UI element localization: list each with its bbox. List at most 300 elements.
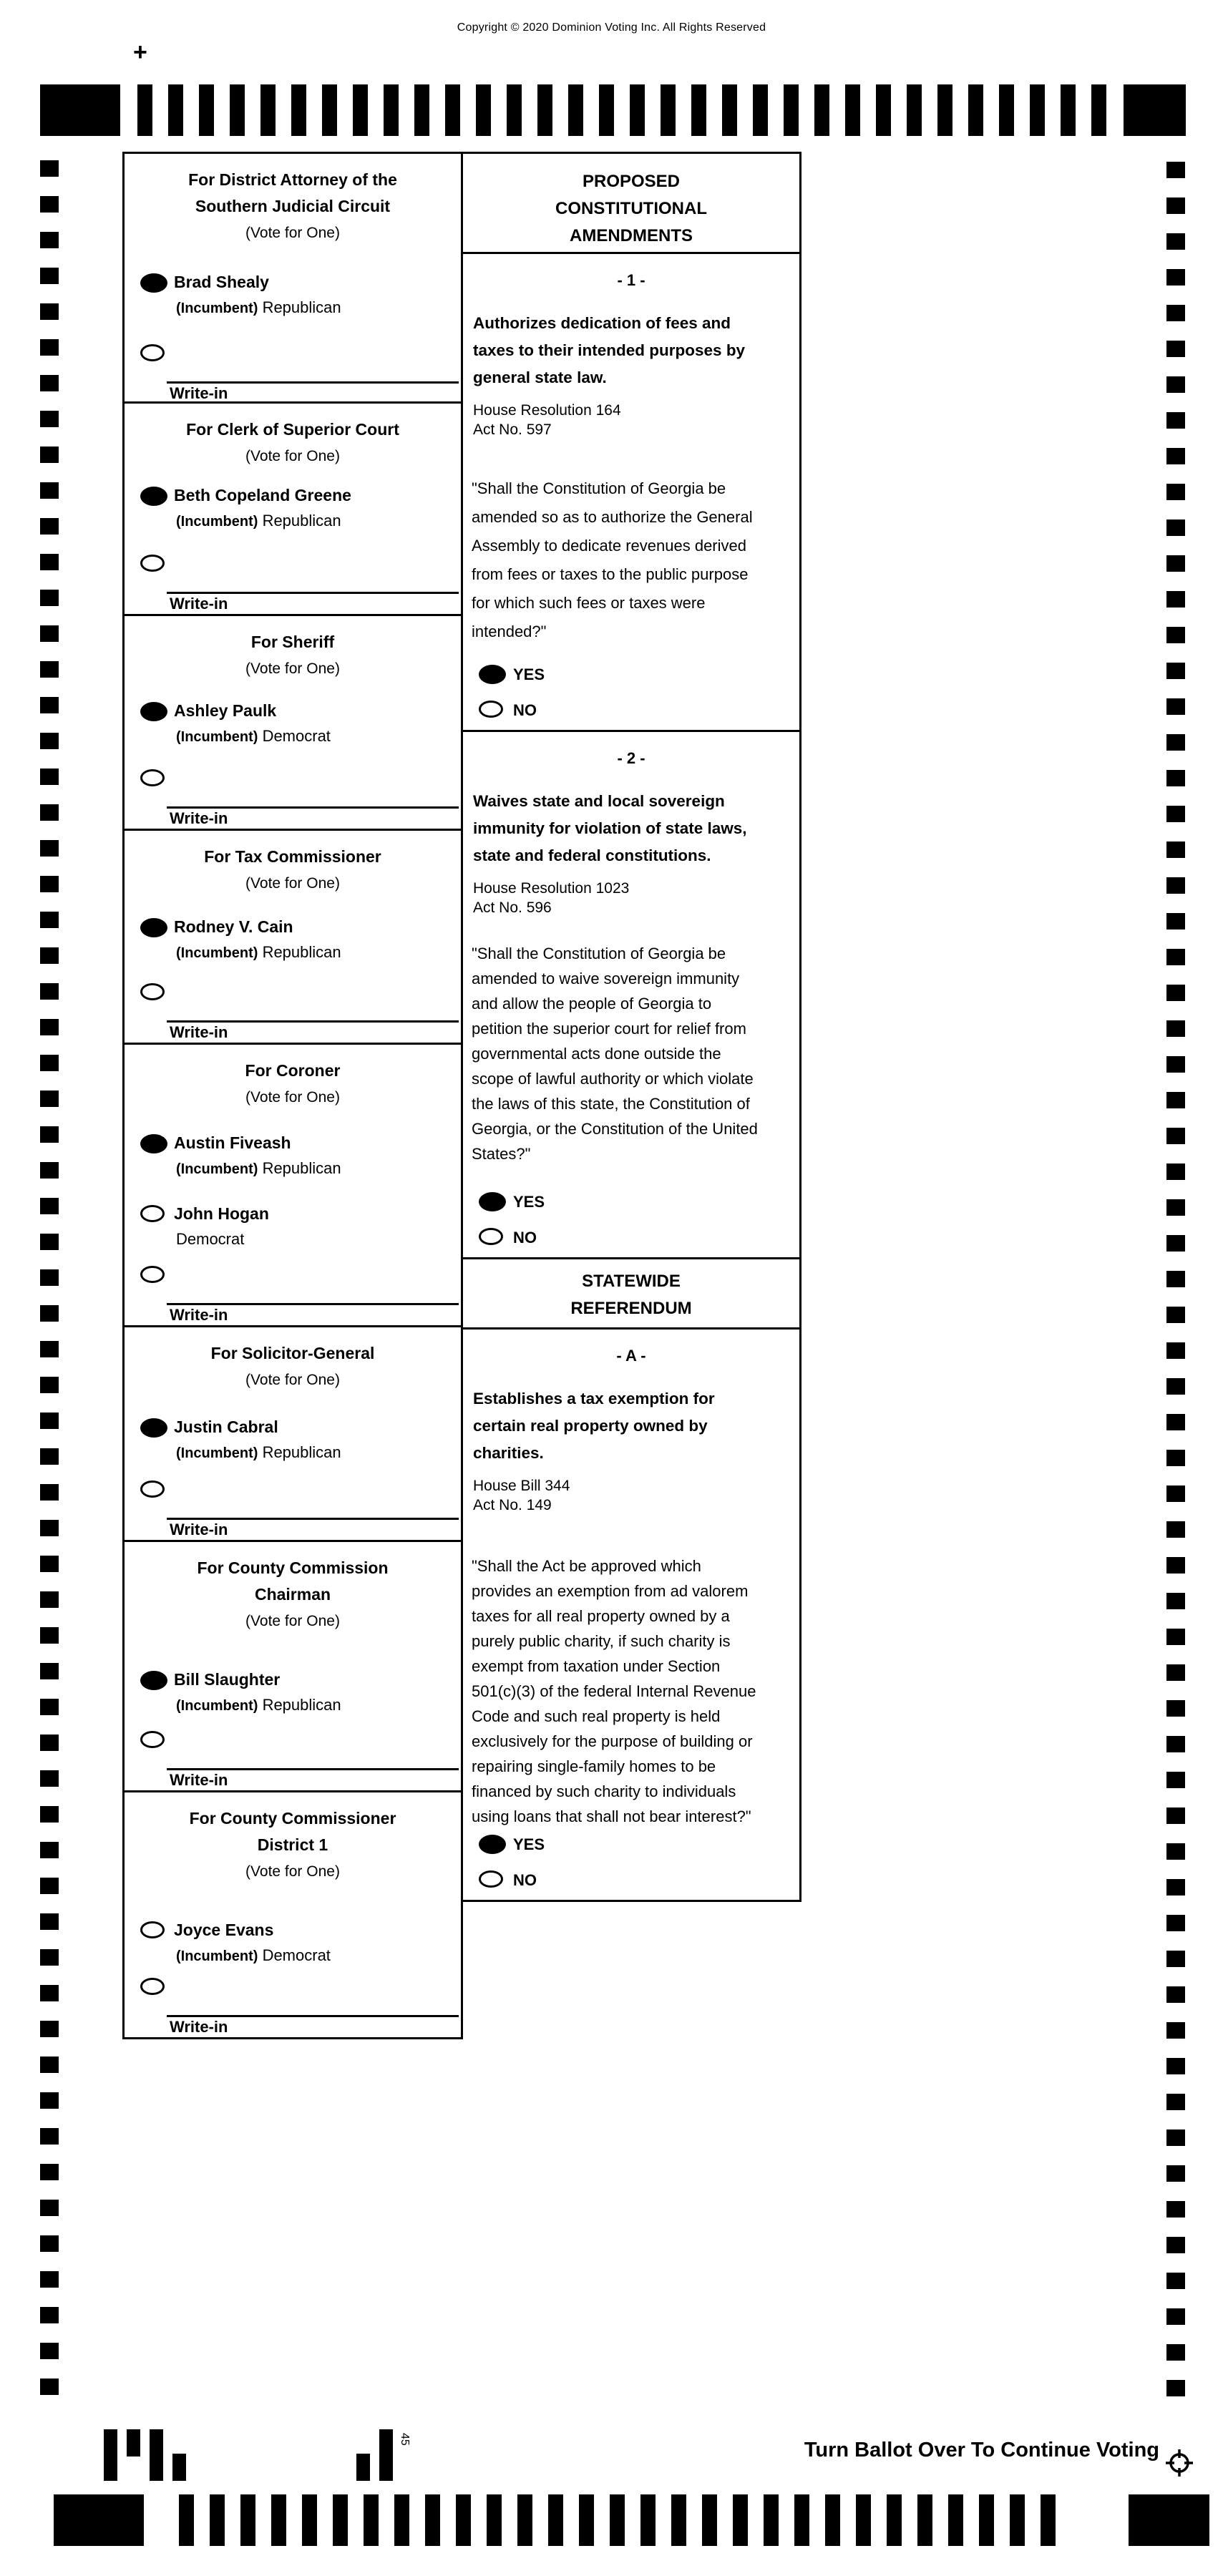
candidate-oval-filled[interactable]: [140, 273, 167, 293]
candidate-party: Democrat: [176, 1230, 245, 1248]
candidate-party: Democrat: [262, 1946, 331, 1964]
timing-mark: [1166, 2237, 1185, 2253]
vote-instruction: (Vote for One): [245, 225, 340, 241]
timing-mark: [40, 2057, 59, 2073]
timing-mark: [917, 2494, 932, 2546]
timing-mark: [1010, 2494, 1025, 2546]
timing-mark: [825, 2494, 840, 2546]
timing-mark: [1166, 2201, 1185, 2218]
timing-mark: [753, 84, 768, 136]
timing-mark: [40, 160, 59, 177]
candidate-oval-filled[interactable]: [140, 1671, 167, 1690]
measure-options: [479, 1192, 545, 1247]
timing-mark: [1166, 1020, 1185, 1037]
measure-summary: Waives state and local sovereign immunity for violation of state laws, state and federal constitutions.: [473, 792, 747, 864]
write-in-label: Write-in: [170, 1023, 228, 1041]
write-in-oval[interactable]: [140, 1731, 165, 1748]
timing-mark: [1166, 2094, 1185, 2110]
timing-mark: [40, 1305, 59, 1322]
timing-mark: [40, 2307, 59, 2323]
timing-mark: [40, 447, 59, 463]
candidate-name: John Hogan: [174, 1204, 269, 1223]
timing-mark: [1166, 663, 1185, 679]
measure-reference: Act No. 597: [473, 421, 552, 438]
contest-title: For Sheriff: [250, 633, 335, 651]
option-label: NO: [513, 1871, 537, 1889]
contest-title: For County Commissioner District 1: [189, 1809, 396, 1854]
timing-mark: [937, 84, 952, 136]
measure-box: [463, 732, 801, 1259]
timing-mark: [40, 2021, 59, 2037]
timing-mark: [1030, 84, 1045, 136]
candidate-party: Republican: [262, 943, 341, 961]
timing-mark: [40, 769, 59, 785]
section-header: STATEWIDE REFERENDUM: [463, 1259, 801, 1330]
incumbent-label: (Incumbent): [176, 1161, 258, 1177]
timing-mark: [1166, 1521, 1185, 1538]
measure-question: "Shall the Constitution of Georgia be amended to waive sovereign immunity and allow the people of Georgia to petition the superior court for relief from governmental acts done outside the scope of lawful authority or which violate the laws of this state, the Constitution of Georgia, or the Constitution of the United States?": [472, 945, 758, 1163]
timing-mark: [1166, 412, 1185, 429]
candidate-row: [125, 1669, 461, 1715]
timing-mark: [999, 84, 1014, 136]
timing-mark: [40, 2235, 59, 2252]
timing-mark: [630, 84, 645, 136]
candidate-row: [125, 1204, 461, 1249]
incumbent-label: (Incumbent): [176, 1445, 258, 1461]
timing-mark: [1166, 734, 1185, 751]
barcode-bar: [379, 2429, 393, 2481]
timing-mark: [40, 2379, 59, 2395]
timing-mark: [1166, 1128, 1185, 1144]
candidate-party: Republican: [262, 512, 341, 530]
timing-mark: [691, 84, 706, 136]
timing-mark: [1166, 341, 1185, 357]
timing-mark: [40, 983, 59, 1000]
write-in-oval[interactable]: [140, 983, 165, 1000]
timing-mark: [40, 339, 59, 356]
candidate-name: Brad Shealy: [174, 273, 269, 291]
option-oval-filled[interactable]: [479, 1192, 506, 1211]
measure-references: [473, 1476, 570, 1515]
timing-mark: [40, 303, 59, 320]
timing-mark: [40, 232, 59, 248]
candidate-row: [125, 1133, 461, 1179]
registration-target-icon: [1163, 2446, 1196, 2479]
timing-mark: [291, 84, 306, 136]
timing-mark: [445, 84, 460, 136]
timing-mark: [40, 1591, 59, 1608]
candidate-party-line: [176, 1443, 461, 1463]
timing-mark: [271, 2494, 286, 2546]
timing-mark: [179, 2494, 194, 2546]
incumbent-label: (Incumbent): [176, 514, 258, 530]
timing-mark: [40, 411, 59, 427]
timing-mark: [1166, 1736, 1185, 1752]
timing-mark: [40, 804, 59, 821]
timing-mark: [1166, 806, 1185, 822]
timing-mark: [1166, 233, 1185, 250]
option-oval-filled[interactable]: [479, 1835, 506, 1854]
timing-mark: [137, 84, 152, 136]
barcode-bar: [150, 2429, 163, 2481]
timing-mark: [40, 1842, 59, 1858]
write-in-label: Write-in: [170, 1306, 228, 1324]
timing-mark: [784, 84, 799, 136]
timing-mark: [794, 2494, 809, 2546]
barcode-bar: [127, 2429, 140, 2457]
timing-mark: [487, 2494, 502, 2546]
measure-number: - 2 -: [617, 749, 645, 767]
measure-number: - A -: [616, 1347, 646, 1365]
timing-mark: [40, 1735, 59, 1751]
timing-mark: [1166, 1951, 1185, 1967]
timing-mark: [1166, 1664, 1185, 1681]
timing-corner-block: [1124, 84, 1186, 136]
candidate-party-line: [176, 1696, 461, 1715]
timing-mark: [40, 1520, 59, 1536]
candidate-row: [125, 917, 461, 962]
timing-mark: [1166, 591, 1185, 608]
option-label: YES: [513, 1193, 545, 1211]
option-row: [479, 1228, 545, 1247]
timing-mark: [210, 2494, 225, 2546]
measure-reference: House Resolution 1023: [473, 880, 630, 897]
timing-mark: [1166, 2022, 1185, 2039]
timing-mark: [40, 1806, 59, 1823]
timing-mark: [40, 590, 59, 606]
candidate-party: Republican: [262, 1159, 341, 1177]
option-oval[interactable]: [479, 701, 503, 718]
barcode-bar: [356, 2454, 370, 2481]
timing-mark: [568, 84, 583, 136]
timing-mark: [968, 84, 983, 136]
timing-mark: [364, 2494, 379, 2546]
measure-options: [479, 1835, 545, 1890]
sheet-code: 45: [399, 2433, 411, 2446]
timing-mark: [1166, 1235, 1185, 1252]
timing-corner-block: [54, 2494, 144, 2546]
contest-box: [122, 1045, 463, 1327]
timing-mark: [1166, 1557, 1185, 1574]
timing-mark: [394, 2494, 409, 2546]
timing-mark: [1166, 1199, 1185, 1216]
timing-mark: [1166, 770, 1185, 786]
incumbent-label: (Incumbent): [176, 729, 258, 745]
vote-instruction: (Vote for One): [245, 448, 340, 464]
measure-reference: House Bill 344: [473, 1478, 570, 1494]
measure-question: "Shall the Act be approved which provides an exemption from ad valorem taxes for all real property owned by a purely public charity, if such charity is exempt from taxation under Section 501(c)(3) of the federal Internal Revenue Code and such real property is held exclusively for the purpose of building or repairing single-family homes to be financed by such charity to individuals using loans that shall not bear interest?": [472, 1557, 756, 1825]
timing-mark: [353, 84, 368, 136]
timing-mark: [40, 1770, 59, 1787]
timing-mark: [1091, 84, 1106, 136]
candidate-party-line: [176, 1159, 461, 1179]
candidate-oval-filled[interactable]: [140, 918, 167, 937]
timing-mark: [40, 661, 59, 678]
candidate-name: Ashley Paulk: [174, 701, 277, 720]
timing-mark: [1166, 2344, 1185, 2361]
option-label: YES: [513, 665, 545, 683]
timing-mark: [610, 2494, 625, 2546]
timing-mark: [40, 1198, 59, 1214]
timing-mark: [764, 2494, 779, 2546]
measure-options: [479, 665, 545, 720]
candidate-party-line: [176, 943, 461, 962]
timing-mark: [1166, 1807, 1185, 1824]
timing-mark: [1166, 1271, 1185, 1287]
timing-mark: [40, 1126, 59, 1143]
measure-references: [473, 401, 621, 439]
option-row: [479, 1192, 545, 1211]
timing-mark: [40, 1019, 59, 1035]
timing-mark: [1166, 1593, 1185, 1609]
timing-mark: [507, 84, 522, 136]
timing-mark: [1166, 376, 1185, 393]
vote-instruction: (Vote for One): [245, 1372, 340, 1388]
timing-mark: [302, 2494, 317, 2546]
contests-column: [122, 152, 463, 2039]
timing-mark: [40, 625, 59, 642]
timing-mark: [1166, 1342, 1185, 1359]
timing-mark: [1166, 2129, 1185, 2146]
candidate-row: [125, 1417, 461, 1463]
candidate-oval[interactable]: [140, 1921, 165, 1938]
timing-mark: [1166, 197, 1185, 214]
timing-mark: [322, 84, 337, 136]
measure-number: - 1 -: [617, 271, 645, 289]
incumbent-label: (Incumbent): [176, 945, 258, 961]
option-label: NO: [513, 1229, 537, 1246]
timing-mark: [733, 2494, 748, 2546]
timing-mark: [40, 554, 59, 570]
option-oval-filled[interactable]: [479, 665, 506, 684]
measure-reference: House Resolution 164: [473, 402, 621, 419]
timing-mark: [979, 2494, 994, 2546]
contest-title: For Coroner: [245, 1061, 341, 1080]
timing-mark: [40, 1699, 59, 1715]
candidate-row: [125, 485, 461, 531]
timing-mark: [1166, 1450, 1185, 1466]
candidate-party-line: [176, 1946, 461, 1966]
timing-mark: [40, 2092, 59, 2109]
timing-corner-block: [40, 84, 120, 136]
timing-mark: [40, 482, 59, 499]
write-in-label: Write-in: [170, 1521, 228, 1538]
contest-title: For County Commission Chairman: [197, 1558, 389, 1604]
timing-mark: [845, 84, 860, 136]
vote-instruction: (Vote for One): [245, 1089, 340, 1106]
measure-summary: Authorizes dedication of fees and taxes to their intended purposes by general state law.: [473, 314, 746, 386]
timing-mark: [548, 2494, 563, 2546]
option-oval[interactable]: [479, 1870, 503, 1888]
timing-mark: [948, 2494, 963, 2546]
contest-box: [122, 831, 463, 1045]
timing-mark: [671, 2494, 686, 2546]
timing-mark: [1166, 555, 1185, 572]
timing-mark: [1166, 2380, 1185, 2396]
timing-mark: [40, 1556, 59, 1572]
contest-title: For Solicitor-General: [210, 1344, 375, 1362]
timing-mark: [1166, 519, 1185, 536]
timing-mark: [476, 84, 491, 136]
option-row: [479, 701, 545, 720]
timing-mark: [40, 1878, 59, 1894]
timing-mark: [1166, 1485, 1185, 1502]
candidate-row: [125, 1920, 461, 1966]
vote-instruction: (Vote for One): [245, 660, 340, 677]
timing-mark: [40, 1913, 59, 1930]
timing-mark: [40, 2128, 59, 2145]
option-row: [479, 1870, 545, 1890]
candidate-party: Republican: [262, 298, 341, 316]
timing-mark: [1166, 1843, 1185, 1860]
timing-mark: [702, 2494, 717, 2546]
write-in-oval[interactable]: [140, 1266, 165, 1283]
measure-summary: Establishes a tax exemption for certain real property owned by charities.: [473, 1390, 715, 1462]
write-in-oval[interactable]: [140, 769, 165, 786]
measure-box: [463, 254, 801, 732]
timing-mark: [876, 84, 891, 136]
option-row: [479, 1835, 545, 1854]
timing-mark: [1166, 1307, 1185, 1323]
plus-mark-icon: +: [133, 39, 147, 66]
candidate-oval-filled[interactable]: [140, 702, 167, 721]
candidate-party: Republican: [262, 1443, 341, 1461]
write-in-oval[interactable]: [140, 555, 165, 572]
incumbent-label: (Incumbent): [176, 1698, 258, 1714]
timing-mark: [1166, 448, 1185, 464]
write-in-oval[interactable]: [140, 1978, 165, 1995]
option-oval[interactable]: [479, 1228, 503, 1245]
measure-reference: Act No. 596: [473, 899, 552, 916]
timing-mark: [1041, 2494, 1056, 2546]
turn-ballot-over-instruction: Turn Ballot Over To Continue Voting: [804, 2439, 1159, 2462]
timing-mark: [40, 375, 59, 391]
contest-box: [122, 152, 463, 404]
timing-mark: [40, 1627, 59, 1644]
timing-mark: [856, 2494, 871, 2546]
write-in-label: Write-in: [170, 595, 228, 613]
contest-title: For Clerk of Superior Court: [186, 420, 399, 439]
incumbent-label: (Incumbent): [176, 301, 258, 316]
candidate-oval-filled[interactable]: [140, 487, 167, 506]
write-in-oval[interactable]: [140, 1480, 165, 1498]
timing-mark: [1166, 627, 1185, 643]
timing-mark: [1166, 1915, 1185, 1931]
timing-mark: [40, 1413, 59, 1429]
timing-mark: [40, 1484, 59, 1501]
candidate-name: Rodney V. Cain: [174, 917, 293, 936]
timing-mark: [1166, 162, 1185, 178]
timing-mark: [40, 2271, 59, 2288]
candidate-party-line: [176, 727, 461, 746]
timing-mark: [1166, 1772, 1185, 1788]
timing-mark: [907, 84, 922, 136]
timing-mark: [1166, 1056, 1185, 1073]
timing-mark: [1166, 1879, 1185, 1896]
timing-mark: [1166, 1986, 1185, 2003]
section-header: PROPOSED CONSTITUTIONAL AMENDMENTS: [463, 152, 801, 254]
timing-mark: [230, 84, 245, 136]
measure-references: [473, 879, 629, 917]
timing-mark: [40, 1234, 59, 1250]
timing-mark: [1166, 1414, 1185, 1430]
candidate-party: Republican: [262, 1696, 341, 1714]
candidate-name: Bill Slaughter: [174, 1670, 281, 1689]
timing-mark: [40, 268, 59, 284]
timing-mark: [40, 733, 59, 749]
vote-instruction: (Vote for One): [245, 1863, 340, 1880]
timing-mark: [40, 1341, 59, 1357]
write-in-oval[interactable]: [140, 344, 165, 361]
write-in-label: Write-in: [170, 2018, 228, 2036]
timing-mark: [1061, 84, 1076, 136]
timing-mark: [1166, 2308, 1185, 2325]
timing-mark: [333, 2494, 348, 2546]
option-row: [479, 665, 545, 684]
timing-mark: [40, 2164, 59, 2180]
timing-mark: [414, 84, 429, 136]
timing-mark: [40, 2200, 59, 2216]
timing-mark: [722, 84, 737, 136]
candidate-party: Democrat: [262, 727, 331, 745]
vote-instruction: (Vote for One): [245, 1613, 340, 1629]
candidate-party-line: [176, 298, 461, 318]
candidate-oval-filled[interactable]: [140, 1134, 167, 1153]
timing-mark: [425, 2494, 440, 2546]
vote-instruction: (Vote for One): [245, 875, 340, 892]
contest-box: [122, 404, 463, 616]
timing-mark: [661, 84, 676, 136]
timing-mark: [40, 1377, 59, 1393]
timing-mark: [40, 2343, 59, 2359]
candidate-name: Justin Cabral: [174, 1418, 278, 1436]
candidate-name: Beth Copeland Greene: [174, 486, 351, 504]
timing-mark: [1166, 985, 1185, 1001]
contest-box: [122, 1542, 463, 1792]
candidate-oval[interactable]: [140, 1205, 165, 1222]
timing-mark: [1166, 2058, 1185, 2074]
timing-mark: [40, 912, 59, 928]
option-label: YES: [513, 1835, 545, 1853]
timing-mark: [1166, 1092, 1185, 1108]
write-in-label: Write-in: [170, 384, 228, 402]
incumbent-label: (Incumbent): [176, 1948, 258, 1964]
timing-mark: [814, 84, 829, 136]
candidate-name: Austin Fiveash: [174, 1133, 291, 1152]
contest-box: [122, 616, 463, 831]
timing-mark: [456, 2494, 471, 2546]
write-in-label: Write-in: [170, 809, 228, 827]
candidate-oval-filled[interactable]: [140, 1418, 167, 1438]
timing-mark: [1166, 841, 1185, 858]
measure-box: [463, 1330, 801, 1902]
timing-mark: [1166, 269, 1185, 286]
contest-box: [122, 1327, 463, 1542]
timing-mark: [40, 1091, 59, 1107]
timing-mark: [260, 84, 276, 136]
timing-mark: [199, 84, 214, 136]
timing-mark: [517, 2494, 532, 2546]
timing-mark: [40, 1663, 59, 1679]
timing-mark: [887, 2494, 902, 2546]
timing-mark: [579, 2494, 594, 2546]
timing-mark: [1166, 698, 1185, 715]
timing-mark: [40, 1448, 59, 1465]
timing-mark: [40, 697, 59, 713]
timing-mark: [1166, 2273, 1185, 2289]
timing-mark: [40, 876, 59, 892]
timing-mark: [40, 518, 59, 535]
